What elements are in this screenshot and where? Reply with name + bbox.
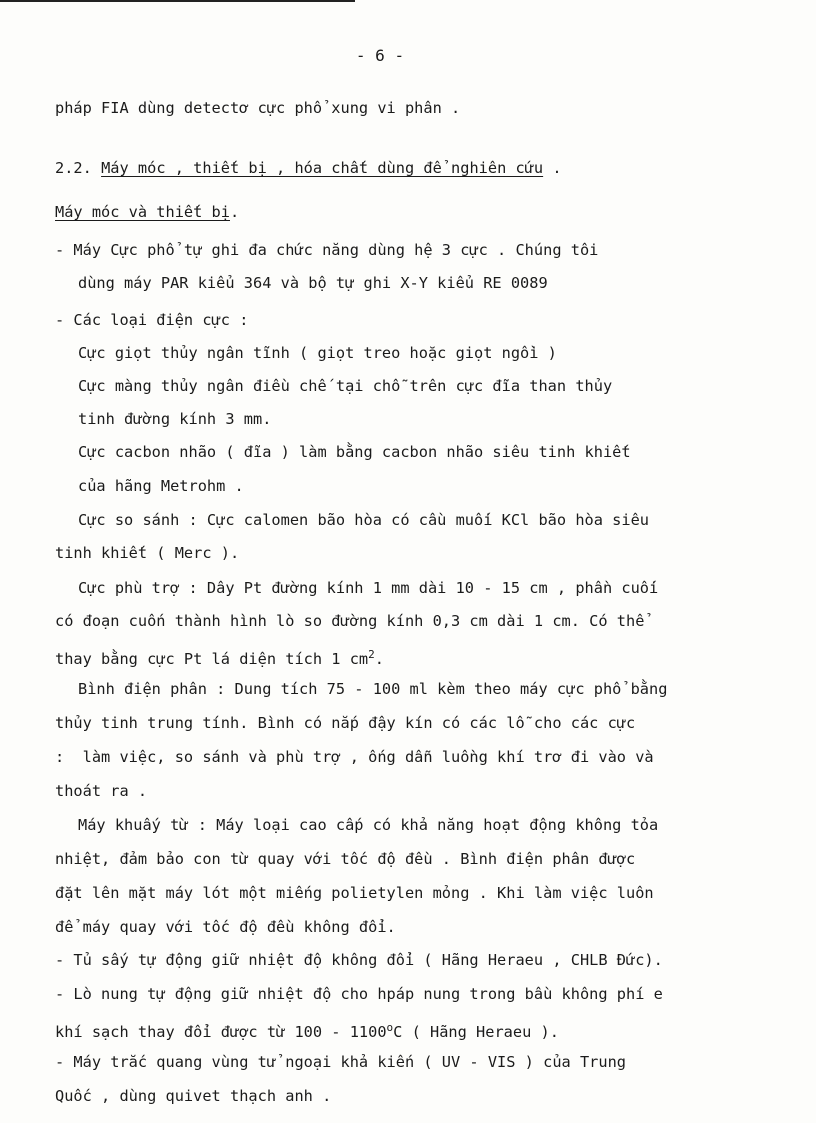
paragraph-line: Cực phù trợ : Dây Pt đường kính 1 mm dài 10 - 15 cm , phần cuối [78, 579, 659, 597]
paragraph-line: : làm việc, so sánh và phù trợ , ống dẫn luồng khí trơ đi vào và [55, 748, 654, 766]
paragraph-line: Cực cacbon nhão ( đĩa ) làm bằng cacbon nhão siêu tinh khiết [78, 443, 631, 461]
paragraph-line: để máy quay với tốc độ đều không đổi. [55, 918, 396, 936]
paragraph-line: đặt lên mặt máy lót một miếng polietylen mỏng . Khi làm việc luôn [55, 884, 654, 902]
area-exponent: 2 [368, 648, 375, 661]
paragraph-line: tinh khiết ( Merc ). [55, 544, 240, 562]
subsection-heading [55, 202, 239, 222]
paragraph-line: - Các loại điện cực : [55, 311, 249, 329]
paragraph-line: Bình điện phân : Dung tích 75 - 100 ml kèm theo máy cực phổ bằng [78, 680, 668, 698]
temp-text: khí sạch thay đổi được từ 100 - 1100 [55, 1023, 387, 1042]
temp-rest: C ( Hãng Heraeu ). [393, 1023, 559, 1042]
paragraph-line: - Máy trắc quang vùng tử ngoại khả kiến ( UV - VIS ) của Trung [55, 1053, 626, 1071]
paragraph-line [55, 1018, 559, 1042]
degree-sup: o [386, 1021, 394, 1034]
paragraph-line: - Lò nung tự động giữ nhiệt độ cho hpáp nung trong bầu không phí e [55, 985, 663, 1003]
paragraph-line: - Máy Cực phổ tự ghi đa chức năng dùng hệ 3 cực . Chúng tôi [55, 241, 599, 259]
paragraph-line: thoát ra . [55, 782, 148, 800]
section-title: Máy móc , thiết bị , hóa chất dùng để nghiên cứu [101, 159, 544, 177]
paragraph-line: Cực giọt thủy ngân tĩnh ( giọt treo hoặc giọt ngồi ) [78, 344, 557, 362]
top-rule [0, 0, 355, 2]
paragraph-line: - Tủ sấy tự động giữ nhiệt độ không đổi ( Hãng Heraeu , CHLB Đức). [55, 951, 663, 969]
area-text: thay bằng cực Pt lá diện tích 1 cm [55, 650, 369, 669]
area-end: . [374, 650, 384, 669]
intro-line: pháp FIA dùng detectơ cực phổ xung vi phân . [55, 99, 461, 117]
paragraph-line: của hãng Metrohm . [78, 477, 244, 495]
paragraph-line: có đoạn cuốn thành hình lò so đường kính 0,3 cm dài 1 cm. Có thể [55, 612, 645, 630]
paragraph-line: Quốc , dùng quivet thạch anh . [55, 1087, 332, 1105]
paragraph-line [55, 645, 384, 669]
paragraph-line: tinh đường kính 3 mm. [78, 410, 272, 428]
paragraph-line: Cực so sánh : Cực calomen bão hòa có cầu muối KCl bão hòa siêu [78, 511, 649, 529]
subsection-title-end: . [229, 203, 240, 221]
paragraph-line: nhiệt, đảm bảo con từ quay với tốc độ đều . Bình điện phân được [55, 850, 636, 868]
paragraph-line: Cực màng thủy ngân điều chế tại chỗ trên cực đĩa than thủy [78, 377, 613, 395]
section-title-end: . [543, 159, 562, 177]
section-number: 2.2. [55, 159, 92, 177]
page-number: - 6 - [355, 46, 405, 65]
subsection-title: Máy móc và thiết bị [55, 203, 230, 221]
section-heading [55, 158, 562, 178]
paragraph-line: dùng máy PAR kiểu 364 và bộ tự ghi X-Y kiểu RE 0089 [78, 274, 548, 292]
paragraph-line: Máy khuấy từ : Máy loại cao cấp có khả năng hoạt động không tỏa [78, 816, 659, 834]
paragraph-line: thủy tinh trung tính. Bình có nắp đậy kín có các lỗ cho các cực [55, 714, 636, 732]
